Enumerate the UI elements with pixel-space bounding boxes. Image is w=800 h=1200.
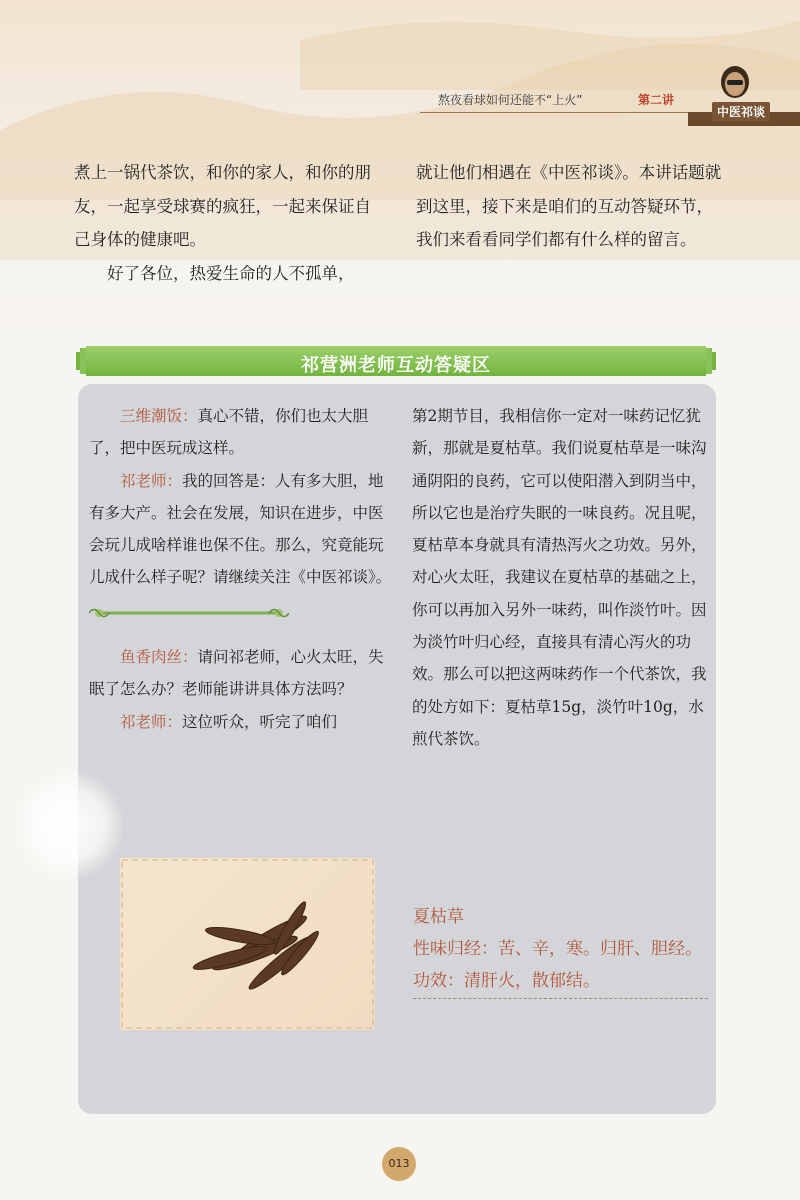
herb-effect: 功效：清肝火，散郁结。 bbox=[413, 971, 600, 991]
intro-paragraph: 就让他们相遇在《中医祁谈》。本讲话题就到这里，接下来是咱们的互动答疑环节，我们来看看同学们都有什么样的留言。 bbox=[416, 163, 722, 249]
intro-paragraph: 煮上一锅代茶饮，和你的家人，和你的朋友，一起享受球赛的疯狂，一起来保证自己身体的健康吧。 bbox=[74, 163, 371, 249]
question-text: 请问祁老师，心火太旺，失眠了怎么办？老师能讲讲具体方法吗？ bbox=[89, 648, 384, 699]
lecture-number: 第二讲 bbox=[638, 93, 675, 107]
running-title: 熬夜看球如何还能不“上火” bbox=[438, 93, 583, 107]
herb-name: 夏枯草 bbox=[413, 907, 464, 927]
intro-left-column bbox=[74, 156, 386, 290]
ornamental-divider bbox=[89, 606, 289, 620]
qa-left-column bbox=[89, 400, 395, 738]
question-text: 真心不错，你们也太大胆了，把中医玩成这样。 bbox=[89, 407, 369, 458]
question-entry bbox=[89, 641, 395, 706]
answer-entry bbox=[89, 465, 395, 594]
herb-photo bbox=[120, 858, 375, 1030]
brand-label: 中医祁谈 bbox=[712, 102, 770, 121]
question-entry bbox=[89, 400, 395, 465]
light-glow bbox=[14, 770, 124, 880]
answer-continuation: 第2期节目，我相信你一定对一味药记忆犹新，那就是夏枯草。我们说夏枯草是一味沟通阴阳的良药，它可以使阳潜入到阴当中，所以它也是治疗失眠的一味良药。况且呢，夏枯草本身就具有清热泻火之功效。另外，对心火太旺，我建议在夏枯草的基础之上，你可以再加入另外一味药，叫作淡竹叶。因为淡竹叶归心经，直接具有清心泻火的功效。那么可以把这两味药作一个代茶饮，我的处方如下：夏枯草15g，淡竹叶10g，水煎代茶饮。 bbox=[412, 407, 707, 748]
asker-name: 鱼香肉丝： bbox=[120, 648, 198, 667]
intro-paragraph: 好了各位，热爱生命的人不孤单， bbox=[107, 263, 355, 283]
intro-right-column bbox=[416, 156, 728, 257]
answer-entry bbox=[89, 706, 395, 738]
dashed-rule bbox=[413, 998, 708, 999]
asker-name: 三维潮饭： bbox=[120, 407, 198, 425]
qa-section-banner bbox=[76, 343, 716, 379]
qa-right-column bbox=[412, 400, 718, 755]
prunella-spike-image bbox=[120, 858, 375, 1030]
banner-title: 祁营洲老师互动答疑区 bbox=[301, 355, 491, 376]
herb-property: 性味归经：苦、辛，寒。归肝、胆经。 bbox=[413, 939, 702, 959]
answerer-name: 祁老师： bbox=[120, 471, 183, 490]
answer-text: 这位听众，听完了咱们 bbox=[182, 712, 338, 731]
answer-text: 我的回答是：人有多大胆，地有多大产。社会在发展，知识在进步，中医会玩儿成啥样谁也保不住。那么，究竟能玩儿成什么样子呢？请继续关注《中医祁谈》。 bbox=[89, 471, 392, 587]
answerer-name: 祁老师： bbox=[120, 712, 183, 731]
page-number: 013 bbox=[382, 1147, 416, 1181]
